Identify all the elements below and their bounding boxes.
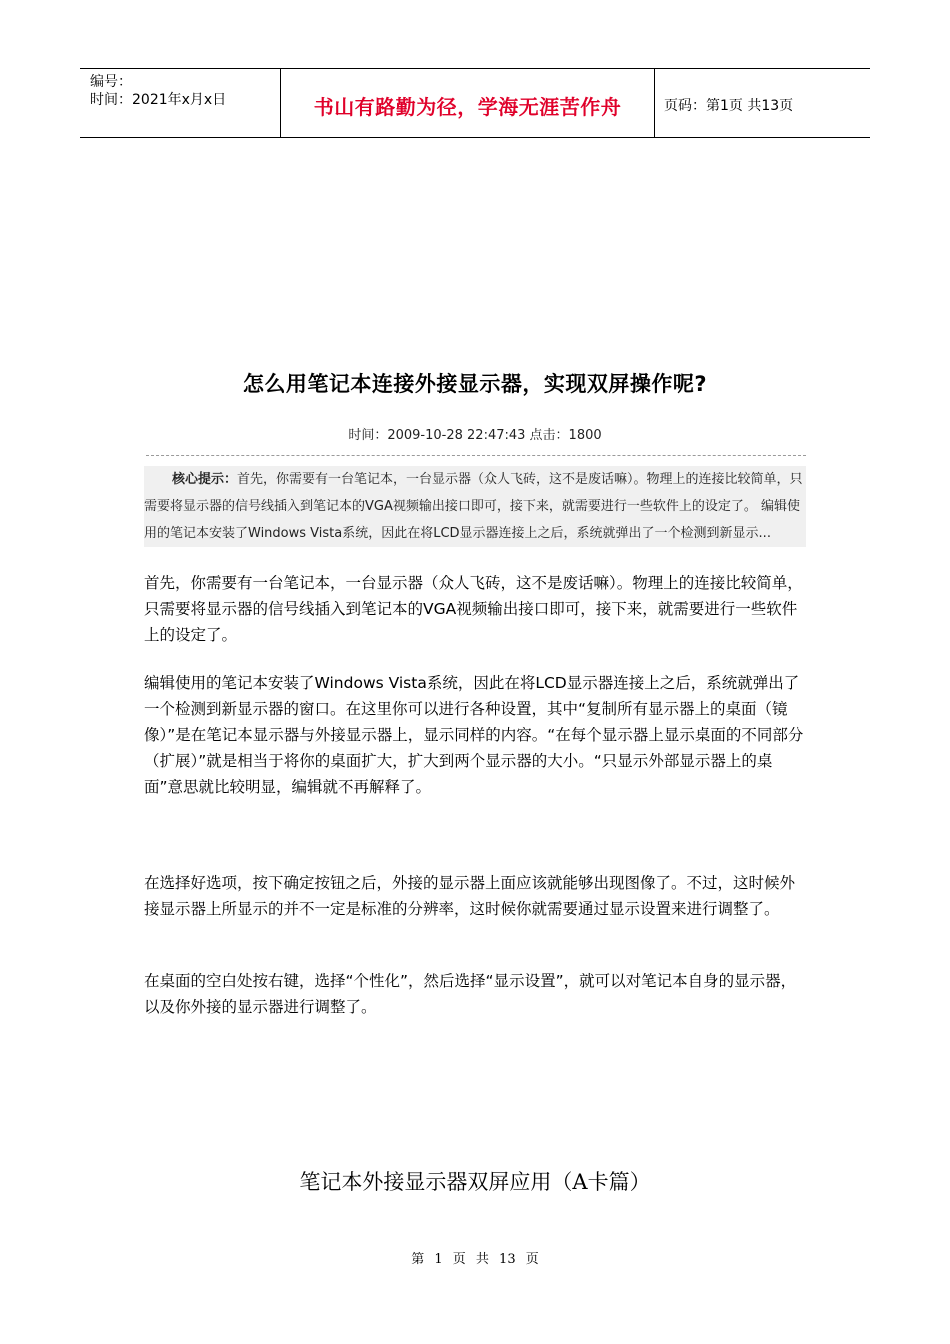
paragraph-2: 编辑使用的笔记本安装了Windows Vista系统，因此在将LCD显示器连接上之后，系统就弹出了一个检测到新显示器的窗口。在这里你可以进行各种设置，其中“复制所有显示器上的桌面（镜像）”是在笔记本显示器与外接显示器上，显示同样的内容。“在每个显示器上显示桌面的不同部分（扩展）”就是相当于将你的桌面扩大，扩大到两个显示器的大小。“只显示外部显示器上的桌面”意思就比较明显，编辑就不再解释了。 (144, 674, 804, 796)
dashed-divider (146, 455, 806, 456)
article-title: 怎么用笔记本连接外接显示器，实现双屏操作呢? (242, 372, 708, 396)
header-motto-cell (280, 69, 655, 137)
paragraph-1: 首先，你需要有一台笔记本，一台显示器（众人飞砖，这不是废话嘛）。物理上的连接比较简单，只需要将显示器的信号线插入到笔记本的VGA视频输出接口即可，接下来，就需要进行一些软件上的设定了。 (144, 574, 803, 644)
paragraph-4: 在桌面的空白处按右键，选择“个性化”，然后选择“显示设置”，就可以对笔记本自身的显示器，以及你外接的显示器进行调整了。 (144, 972, 797, 1016)
section-subtitle: 笔记本外接显示器双屏应用（A卡篇） (299, 1170, 651, 1194)
document-number-label: 编号： (90, 74, 132, 90)
article-meta: 时间：2009-10-28 22:47:43 点击：1800 (348, 428, 602, 443)
header-motto: 书山有路勤为径，学海无涯苦作舟 (313, 95, 622, 119)
document-time-label: 时间：2021年x月x日 (90, 92, 227, 108)
header-table (80, 68, 870, 138)
page-footer: 第 1 页 共 13 页 (411, 1252, 539, 1267)
summary-label: 核心提示： (172, 472, 238, 487)
summary-box (144, 466, 806, 547)
paragraph-3: 在选择好选项，按下确定按钮之后，外接的显示器上面应该就能够出现图像了。不过，这时候外接显示器上所显示的并不一定是标准的分辨率，这时候你就需要通过显示设置来进行调整了。 (144, 874, 796, 918)
header-info-cell (80, 69, 280, 137)
header-page-info: 页码：第1页 共13页 (664, 98, 794, 114)
header-page-cell (655, 69, 870, 137)
summary-text: 首先，你需要有一台笔记本，一台显示器（众人飞砖，这不是废话嘛）。物理上的连接比较简单，只需要将显示器的信号线插入到笔记本的VGA视频输出接口即可，接下来，就需要进行一些软件上的设定了。 编辑使用的笔记本安装了Windows Vista系统，因此在将LCD显示器连接上之后，系统就弹出了一个检测到新显示... (144, 472, 803, 541)
